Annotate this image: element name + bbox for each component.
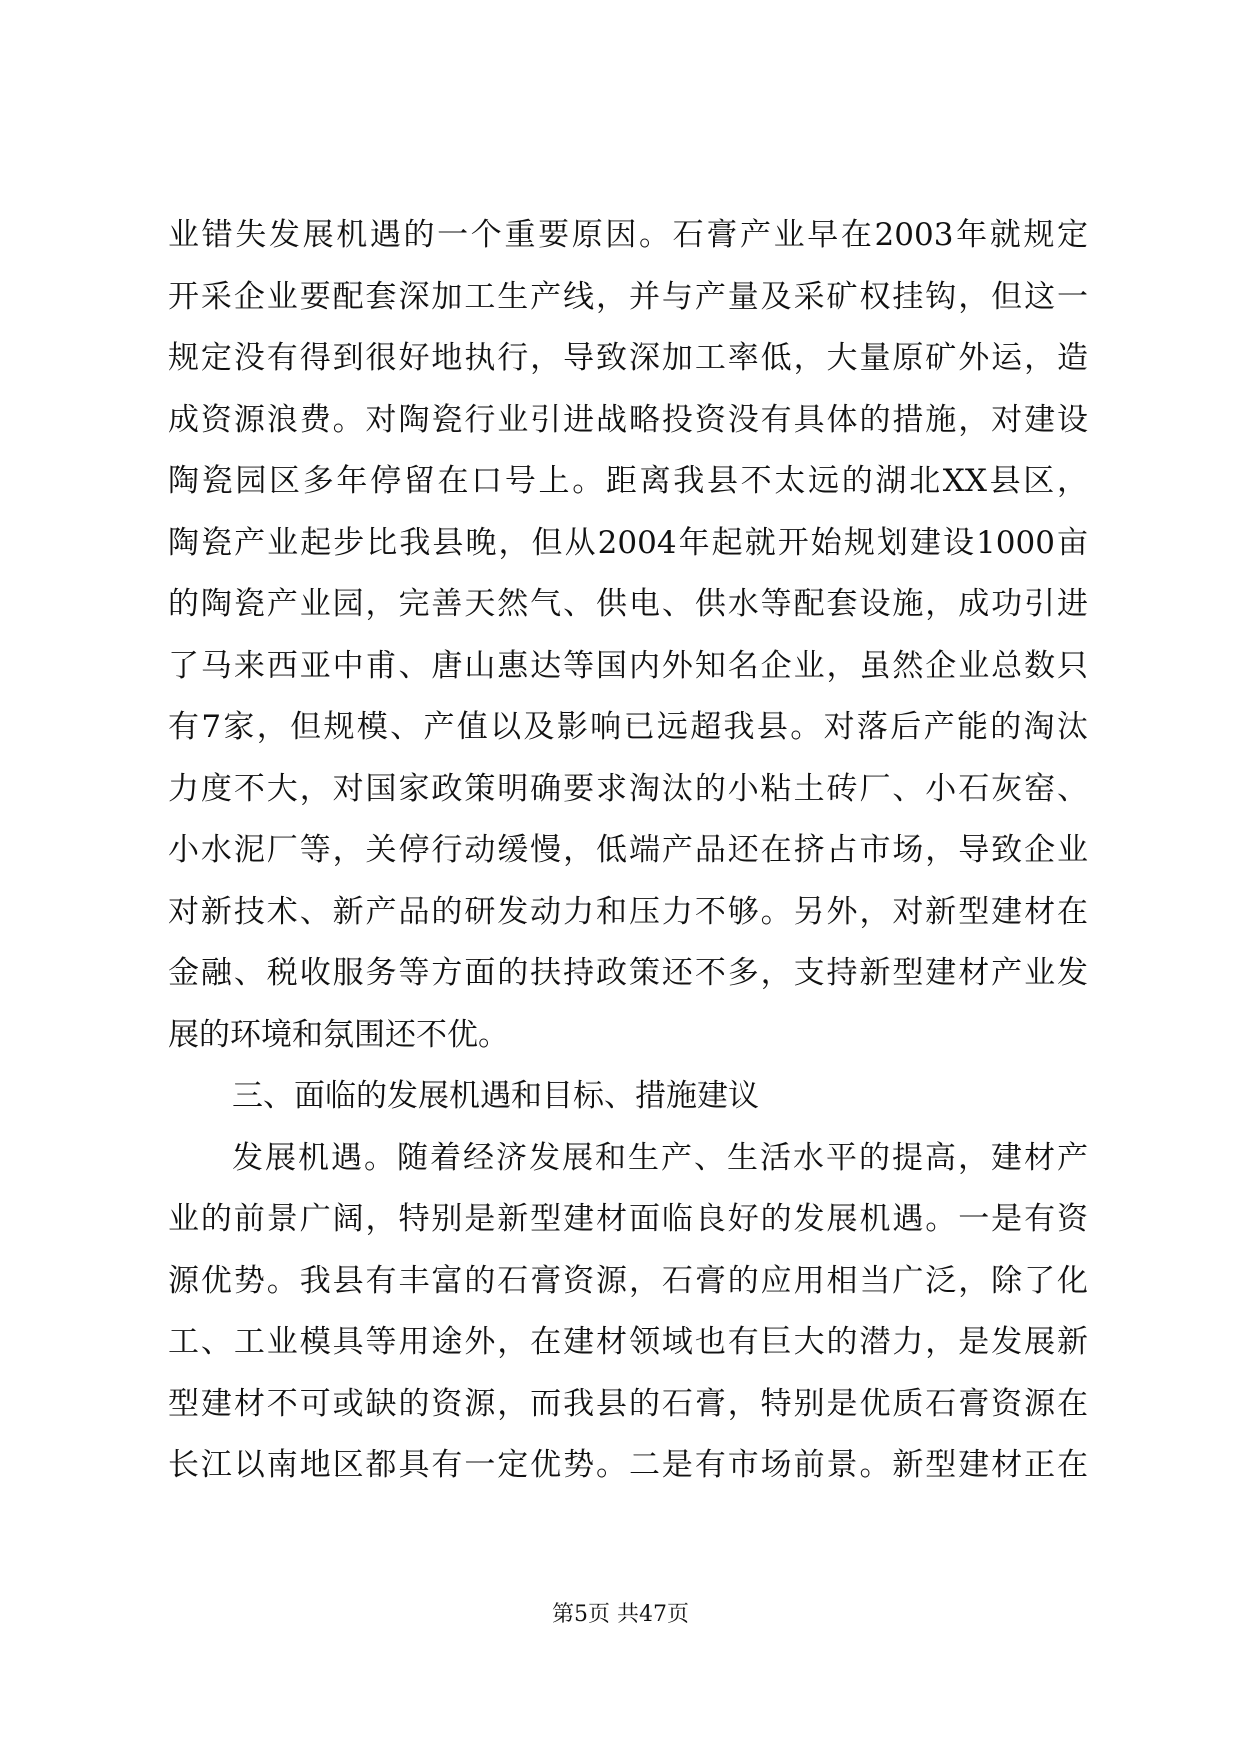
text-line: 长江以南地区都具有一定优势。二是有市场前景。新型建材正在 <box>168 1447 1088 1483</box>
text-line: 对新技术、新产品的研发动力和压力不够。另外，对新型建材在 <box>168 893 1088 930</box>
text-line: 陶瓷产业起步比我县晚，但从2004年起就开始规划建设1000亩 <box>168 524 1088 561</box>
text-line: 小水泥厂等，关停行动缓慢，低端产品还在挤占市场，导致企业 <box>168 832 1088 868</box>
text-line: 型建材不可或缺的资源，而我县的石膏，特别是优质石膏资源在 <box>168 1385 1088 1422</box>
text-line: 力度不大，对国家政策明确要求淘汰的小粘土砖厂、小石灰窑、 <box>168 770 1088 807</box>
section-heading: 三、面临的发展机遇和目标、措施建议 <box>232 1078 759 1114</box>
text-line: 规定没有得到很好地执行，导致深加工率低，大量原矿外运，造 <box>168 340 1088 376</box>
text-line: 工、工业模具等用途外，在建材领域也有巨大的潜力，是发展新 <box>168 1324 1088 1360</box>
text-line: 源优势。我县有丰富的石膏资源，石膏的应用相当广泛，除了化 <box>168 1262 1088 1299</box>
paragraph-first-line: 发展机遇。随着经济发展和生产、生活水平的提高，建材产 <box>232 1139 1088 1176</box>
text-line: 有7家，但规模、产值以及影响已远超我县。对落后产能的淘汰 <box>168 709 1088 745</box>
text-line: 展的环境和氛围还不优。 <box>168 1016 509 1053</box>
page-number-footer: 第5页 共47页 <box>552 1602 689 1627</box>
text-line: 成资源浪费。对陶瓷行业引进战略投资没有具体的措施，对建设 <box>168 401 1088 438</box>
text-line: 金融、税收服务等方面的扶持政策还不多，支持新型建材产业发 <box>168 955 1088 991</box>
text-line: 陶瓷园区多年停留在口号上。距离我县不太远的湖北XX县区， <box>168 463 1088 499</box>
text-line: 业的前景广阔，特别是新型建材面临良好的发展机遇。一是有资 <box>168 1201 1088 1237</box>
text-line: 的陶瓷产业园，完善天然气、供电、供水等配套设施，成功引进 <box>168 586 1088 622</box>
text-line: 业错失发展机遇的一个重要原因。石膏产业早在2003年就规定 <box>168 217 1088 253</box>
text-line: 了马来西亚中甫、唐山惠达等国内外知名企业，虽然企业总数只 <box>168 647 1088 684</box>
text-line: 开采企业要配套深加工生产线，并与产量及采矿权挂钩，但这一 <box>168 278 1088 315</box>
document-body <box>168 205 1088 1497</box>
